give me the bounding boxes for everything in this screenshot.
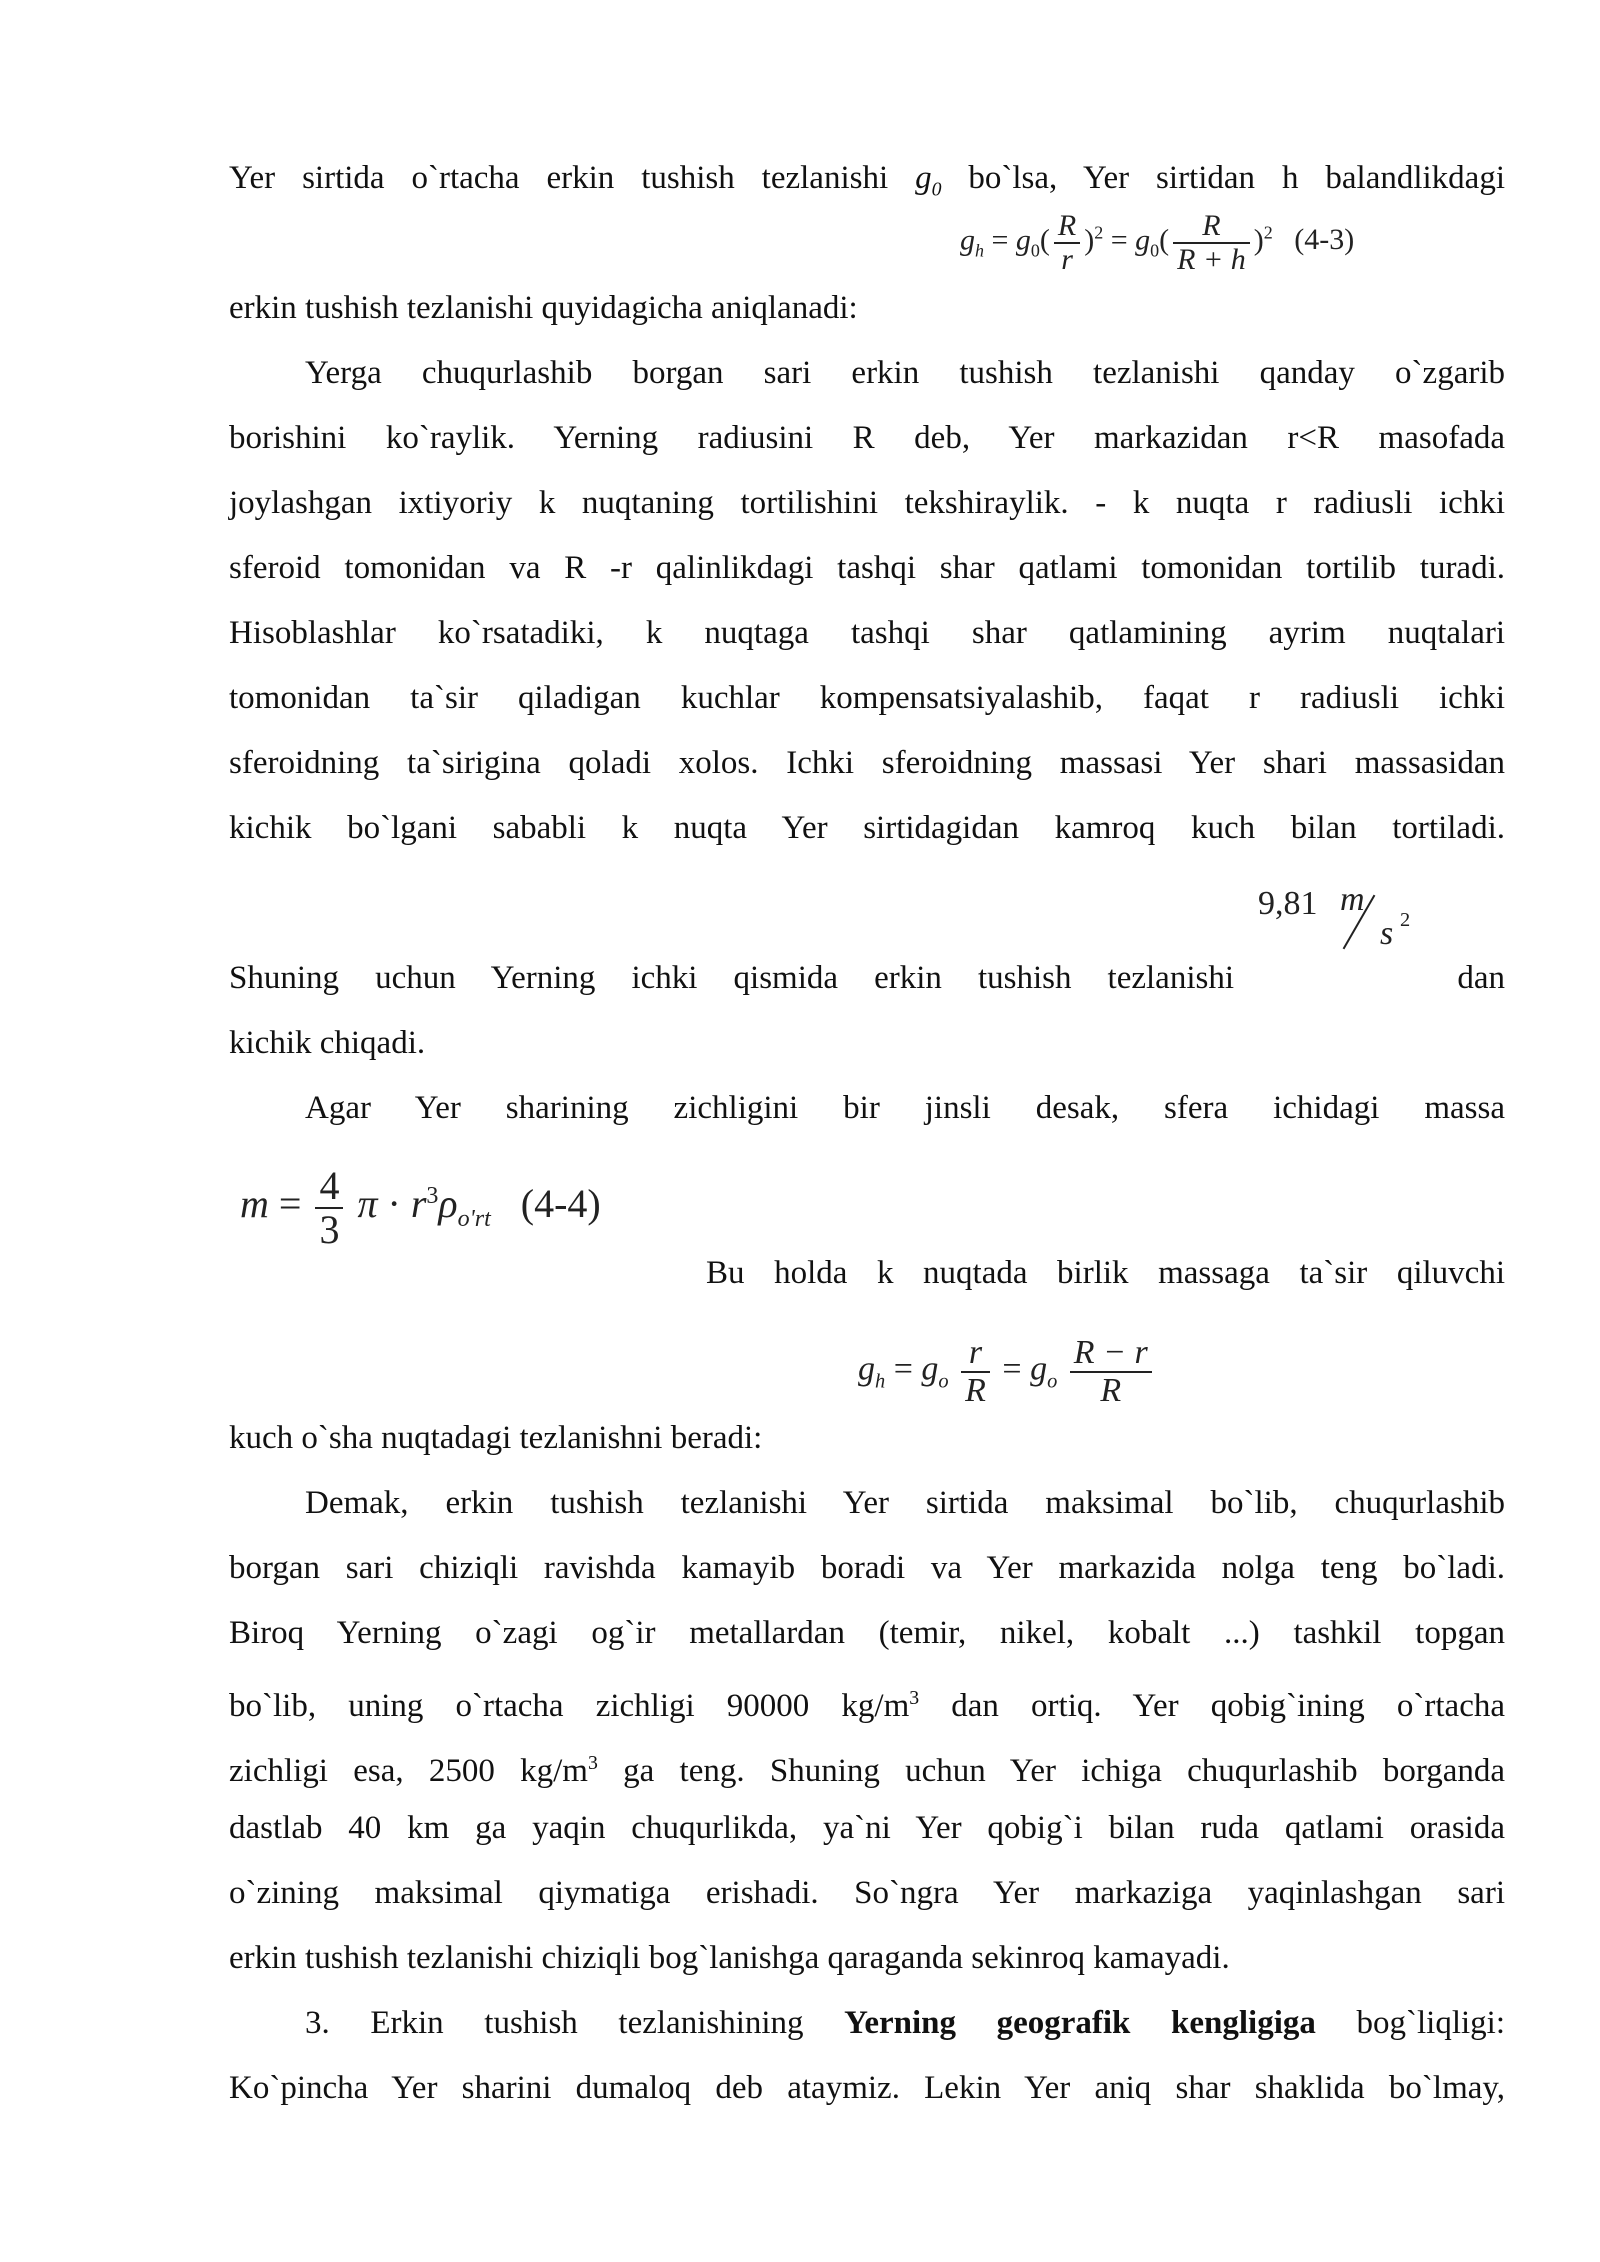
paragraph-line: sferoid tomonidan va R -r qalinlikdagi tashqi shar qatlami tomonidan tortilib turadi.: [229, 550, 1505, 586]
paragraph-line: 3. Erkin tushish tezlanishining Yerning geografik kengligiga bog`liqligi:: [305, 2005, 1505, 2041]
bold-phrase: Yerning geografik kengligiga: [844, 2005, 1316, 2041]
paragraph-line: erkin tushish tezlanishi chiziqli bog`lanishga qaraganda sekinroq kamayadi.: [229, 1940, 1230, 1976]
paragraph-line: [229, 158, 1505, 210]
formula-gh: $g_h = g_o$ $\frac{r}{R}$ = $g_o$ $\frac{R - r}{R}$: [858, 1335, 1156, 1408]
paragraph-line: Hisoblashlar ko`rsatadiki, k nuqtaga tashqi shar qatlamining ayrim nuqtalari: [229, 615, 1505, 651]
text-span: bo`lsa, Yer sirtidan h balandlikdagi: [968, 160, 1505, 196]
paragraph-line: joylashgan ixtiyoriy k nuqtaning tortilishini tekshiraylik. - k nuqta r radiusli ichki: [229, 485, 1505, 521]
paragraph-line: Demak, erkin tushish tezlanishi Yer sirtida maksimal bo`lib, chuqurlashib: [305, 1485, 1505, 1521]
paragraph-line: kichik chiqadi.: [229, 1025, 426, 1061]
paragraph-line: tomonidan ta`sir qiladigan kuchlar kompensatsiyalashib, faqat r radiusli ichki: [229, 680, 1505, 716]
paragraph-line: Ko`pincha Yer sharini dumaloq deb ataymiz. Lekin Yer aniq shar shaklida bo`lmay,: [229, 2070, 1505, 2106]
formula-4-4: m = $\frac{4}{3}$ $\pi \cdot r^3\rho_{o'rt}$ (4-4): [240, 1163, 601, 1252]
paragraph-line: borgan sari chiziqli ravishda kamayib boradi va Yer markazida nolga teng bo`ladi.: [229, 1550, 1505, 1586]
paragraph-line: Agar Yer sharining zichligini bir jinsli desak, sfera ichidagi massa: [305, 1090, 1505, 1126]
paragraph-line: sferoidning ta`sirigina qoladi xolos. Ichki sferoidning massasi Yer shari massasidan: [229, 745, 1505, 781]
paragraph-line: zichligi esa, 2500 $kg/m^3$ ga teng. Shuning uchun Yer ichiga chuqurlashib borganda: [229, 1752, 1506, 1789]
paragraph-line: kichik bo`lgani sababli k nuqta Yer sirtidagidan kamroq kuch bilan tortiladi.: [229, 810, 1505, 846]
formula-9-81: 9,81 m s 2: [1258, 881, 1411, 952]
formula-4-3: $g_h = g_0$( $\frac{R}{r}$ )$^2 = g_0$( $\frac{R}{R + h}$ )$^2$ (4-3): [960, 209, 1355, 276]
var-g0: $g_0$: [915, 160, 942, 201]
paragraph-line: Bu holda k nuqtada birlik massaga ta`sir qiluvchi: [706, 1255, 1505, 1291]
paragraph-line: o`zining maksimal qiymatiga erishadi. So`ngra Yer markaziga yaqinlashgan sari: [229, 1875, 1505, 1911]
text-span: Yer sirtida o`rtacha erkin tushish tezlanishi: [229, 160, 889, 196]
paragraph-line: Yerga chuqurlashib borgan sari erkin tushish tezlanishi qanday o`zgarib: [305, 355, 1505, 391]
paragraph-line: erkin tushish tezlanishi quyidagicha aniqlanadi:: [229, 290, 858, 326]
paragraph-line: kuch o`sha nuqtadagi tezlanishni beradi:: [229, 1420, 763, 1456]
paragraph-line: borishini ko`raylik. Yerning radiusini R deb, Yer markazidan r<R masofada: [229, 420, 1505, 456]
paragraph-line: Biroq Yerning o`zagi og`ir metallardan (temir, nikel, kobalt ...) tashkil topgan: [229, 1615, 1505, 1651]
paragraph-line: dastlab 40 km ga yaqin chuqurlikda, ya`ni Yer qobig`i bilan ruda qatlami orasida: [229, 1810, 1505, 1846]
document-page: Yer sirtida o`rtacha erkin tushish tezlanishi $g_0$ bo`lsa, Yer sirtidan h balandlikdagi $g_h = g_0$( $\frac{R}{r}$ )$^2 = g_0$( $\frac{R}{R + h}$ )$^2$ (4-3) erkin tushish tezlanishi quyidagicha aniqlanadi: Yerga chuqurlashib borgan sari erkin tushish tezlanishi qanday o`zgarib borishini ko`raylik. Yerning radiusini R deb, Yer markazidan r<R masofada joylashgan ixtiyoriy k nuqtaning tortilishini tekshiraylik. - k nuqta r radiusli ichki sferoid tomonidan va R -r qalinlikdagi tashqi shar qatlami tomonidan tortilib turadi. Hisoblashlar ko`rsatadiki, k nuqtaga tashqi shar qatlamining ayrim nuqtalari tomonidan ta`sir qiladigan kuchlar kompensatsiyalashib, faqat r radiusli ichki sferoidning ta`sirigina qoladi xolos. Ichki sferoidning massasi Yer shari massasidan kichik bo`lgani sababli k nuqta Yer sirtidagidan kamroq kuch bilan tortiladi. 9,81 m s 2 Shuning uchun Yerning ichki qismida erkin tushish tezlanishi dan kichik chiqadi. Agar Yer sharining zichligini bir jinsli desak, sfera ichidagi massa m = $\frac{4}{3}$ $\pi \cdot r^3\rho_{o'rt}$ (4-4) Bu holda k nuqtada birlik massaga ta`sir qiluvchi $g_h = g_o$ $\frac{r}{R}$ = $g_o$ $\frac{R - r}{R}$ kuch o`sha nuqtadagi tezlanishni beradi: Demak, erkin tushish tezlanishi Yer sirtida maksimal bo`lib, chuqurlashib borgan sari chiziqli ravishda kamayib boradi va Yer markazida nolga teng bo`ladi. Biroq Yerning o`zagi og`ir metallardan (temir, nikel, kobalt ...) tashkil topgan bo`lib, uning o`rtacha zichligi 90000 $kg/m^3$ dan ortiq. Yer qobig`ining o`rtacha zichligi esa, 2500 $kg/m^3$ ga teng. Shuning uchun Yer ichiga chuqurlashib borganda dastlab 40 km ga yaqin chuqurlikda, ya`ni Yer qobig`i bilan ruda qatlami orasida o`zining maksimal qiymatiga erishadi. So`ngra Yer markaziga yaqinlashgan sari erkin tushish tezlanishi chiziqli bog`lanishga qaraganda sekinroq kamayadi. 3. Erkin tushish tezlanishining Yerning geografik kengligiga bog`liqligi: Ko`pincha Yer sharini dumaloq deb ataymiz. Lekin Yer aniq shar shaklida bo`lmay,: [229, 160, 1506, 2106]
paragraph-line: bo`lib, uning o`rtacha zichligi 90000 $kg/m^3$ dan ortiq. Yer qobig`ining o`rtacha: [229, 1687, 1505, 1724]
